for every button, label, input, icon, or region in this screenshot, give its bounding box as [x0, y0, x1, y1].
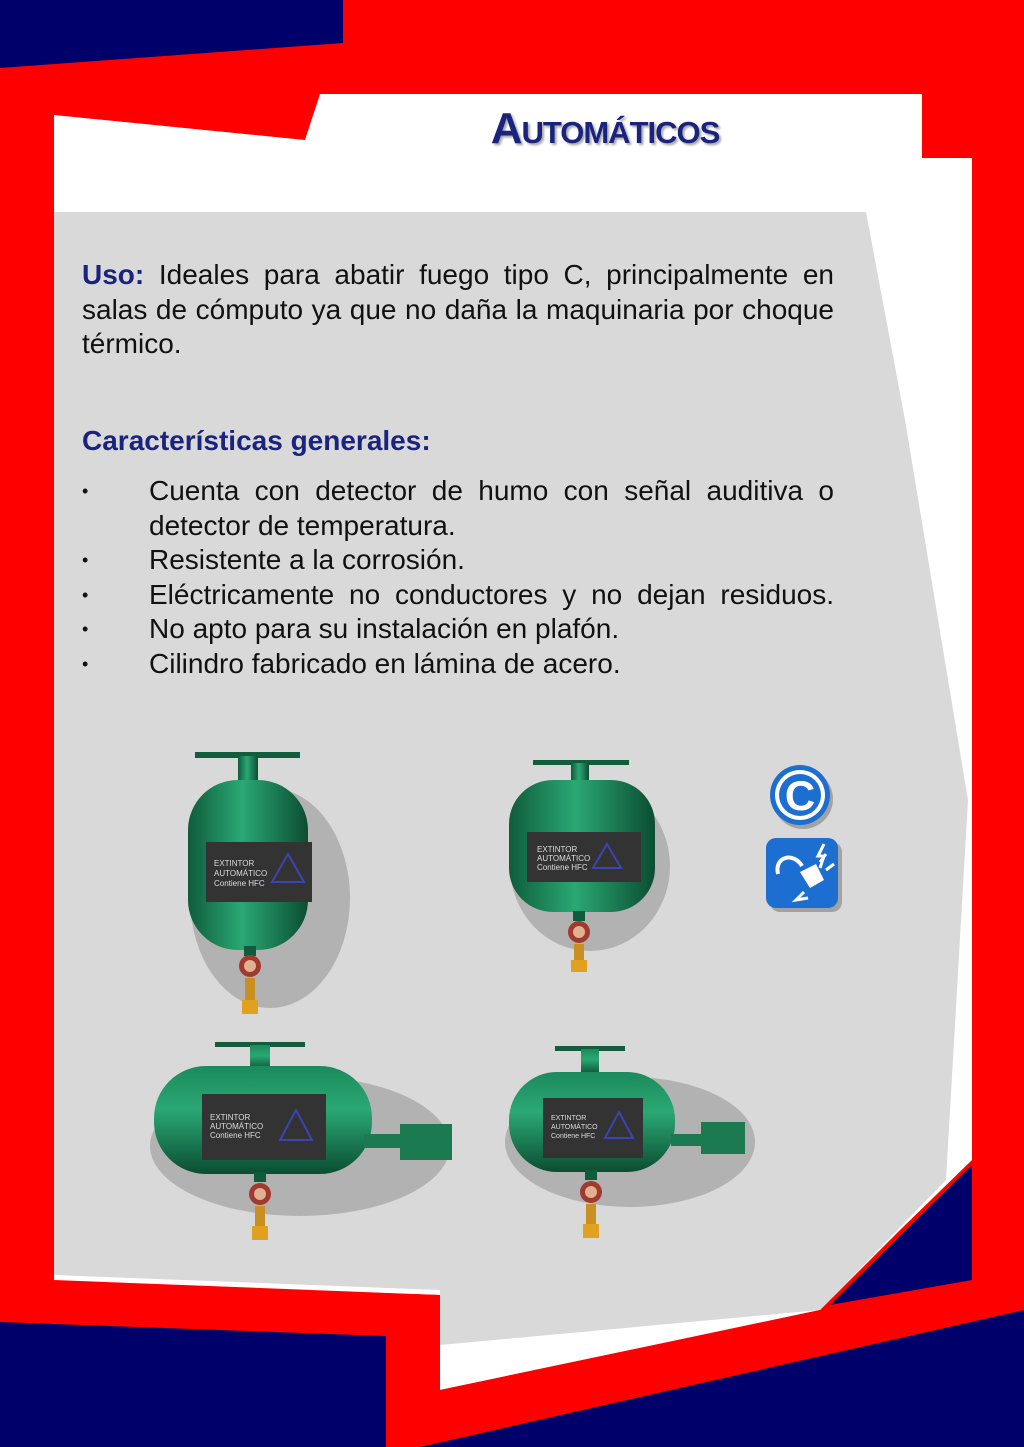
tank-label-line: AUTOMÁTICO [551, 1124, 598, 1131]
list-item: • Cuenta con detector de humo con señal auditiva o detector de temperatura. [82, 475, 834, 541]
features-heading: Características generales: [82, 425, 431, 456]
features-list [82, 474, 834, 681]
bullet: • [82, 584, 89, 605]
page-title: Automáticos [490, 104, 720, 153]
list-item: • Resistente a la corrosión. [82, 543, 834, 578]
uso-text: Ideales para abatir fuego tipo C, principalmente en salas de cómputo ya que no daña la maquinaria por choque térmico. [82, 259, 835, 359]
tank-label-line: EXTINTOR [537, 845, 578, 854]
tank-label-line: AUTOMÁTICO [210, 1122, 264, 1131]
list-item: • Eléctricamente no conductores y no dejan residuos. [82, 578, 834, 613]
extinguisher-image-3 [150, 1036, 460, 1246]
list-item: • No apto para su instalación en plafón. [82, 612, 834, 647]
tank-label-line: AUTOMÁTICO [214, 869, 268, 878]
class-c-letter: C [784, 772, 816, 819]
list-item: • Cilindro fabricado en lámina de acero. [82, 647, 834, 682]
tank-label-line: Contiene HFC [551, 1133, 596, 1140]
tank-label-line: Contiene HFC [210, 1131, 261, 1140]
extinguisher-image-2 [495, 756, 670, 981]
tank-label-line: EXTINTOR [210, 1113, 251, 1122]
bullet: • [82, 619, 89, 639]
extinguisher-image-4 [505, 1042, 765, 1247]
uso-paragraph [82, 258, 834, 362]
navy-bottom-left [0, 1322, 386, 1447]
uso-label: Uso: [82, 259, 145, 290]
electric-plug-icon [764, 836, 844, 912]
tank-label-line: EXTINTOR [551, 1115, 587, 1122]
tank-label-line: EXTINTOR [214, 859, 255, 868]
class-c-icon [766, 764, 836, 830]
bullet: • [82, 481, 89, 501]
tank-label-line: AUTOMÁTICO [537, 854, 591, 863]
bullet: • [82, 653, 89, 674]
tank-label-line: Contiene HFC [537, 863, 588, 872]
extinguisher-image-1 [170, 748, 350, 1023]
tank-label-line: Contiene HFC [214, 879, 265, 888]
bullet: • [82, 550, 89, 570]
